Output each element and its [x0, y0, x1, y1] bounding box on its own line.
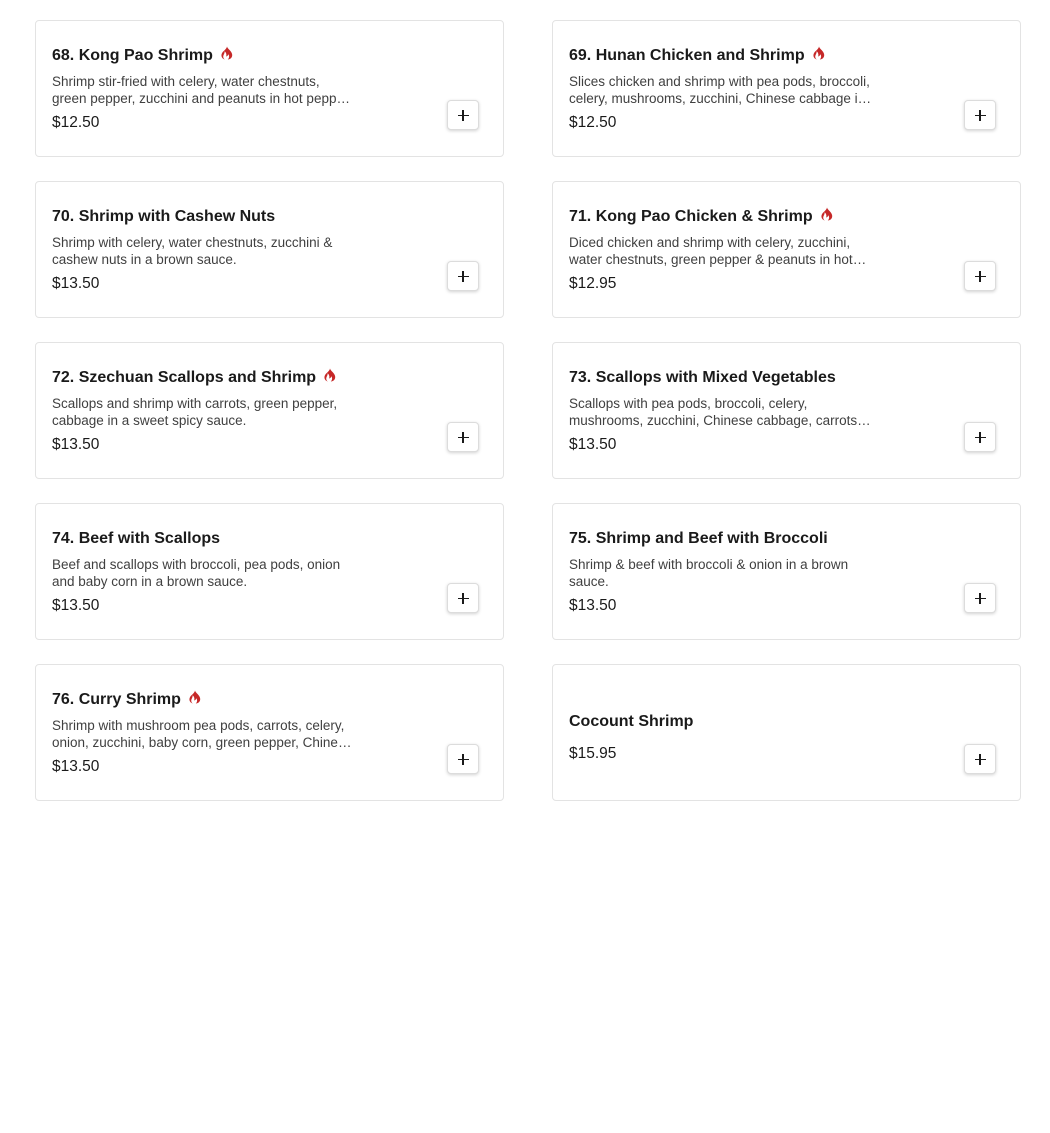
menu-item-info: [569, 367, 874, 463]
menu-item-card[interactable]: [35, 503, 504, 640]
plus-icon: [458, 754, 469, 765]
add-item-button[interactable]: [447, 744, 479, 774]
plus-icon: [975, 754, 986, 765]
menu-item-card[interactable]: [35, 664, 504, 801]
menu-item-title-row: [569, 206, 874, 228]
menu-item-price: $13.50: [52, 275, 100, 292]
menu-item-price: $12.95: [569, 275, 617, 292]
menu-item-title-row: [52, 45, 357, 67]
menu-item-title-row: [569, 367, 874, 389]
flame-icon: [813, 46, 825, 60]
menu-item-description: Beef and scallops with broccoli, pea pods, onion and baby corn in a brown sauce.: [52, 557, 341, 589]
menu-item-info: [52, 528, 357, 624]
add-item-button[interactable]: [964, 100, 996, 130]
menu-item-price: $13.50: [52, 436, 100, 453]
menu-item-title: 70. Shrimp with Cashew Nuts: [52, 208, 276, 225]
menu-item-description: Shrimp with celery, water chestnuts, zucchini & cashew nuts in a brown sauce.: [52, 235, 333, 267]
menu-item-title: Cocount Shrimp: [569, 713, 694, 730]
menu-item-info: [569, 45, 874, 141]
menu-item-title-row: [52, 528, 357, 550]
menu-item-title-row: [569, 528, 874, 550]
plus-icon: [975, 110, 986, 121]
menu-item-description: Shrimp stir-fried with celery, water chestnuts, green pepper, zucchini and peanuts in hot pepper: [52, 74, 349, 106]
add-item-button[interactable]: [447, 583, 479, 613]
plus-icon: [458, 110, 469, 121]
flame-icon: [821, 207, 833, 221]
menu-item-title: 72. Szechuan Scallops and Shrimp: [52, 369, 317, 386]
flame-icon: [324, 368, 336, 382]
menu-item-title: 75. Shrimp and Beef with Broccoli: [569, 530, 828, 547]
menu-item-description: Shrimp with mushroom pea pods, carrots, celery, onion, zucchini, baby corn, green pepper, Chinese: [52, 718, 353, 750]
menu-item-info: [52, 206, 357, 302]
menu-item-description: Shrimp & beef with broccoli & onion in a brown sauce.: [569, 557, 849, 589]
add-item-button[interactable]: [964, 261, 996, 291]
plus-icon: [975, 593, 986, 604]
add-item-button[interactable]: [447, 422, 479, 452]
menu-item-card[interactable]: [552, 20, 1021, 157]
menu-item-info: [569, 528, 874, 624]
menu-item-card[interactable]: [35, 342, 504, 479]
plus-icon: [458, 593, 469, 604]
plus-icon: [975, 271, 986, 282]
menu-item-title: 71. Kong Pao Chicken & Shrimp: [569, 208, 813, 225]
flame-icon: [189, 690, 201, 704]
menu-item-title-row: [52, 206, 357, 228]
add-item-button[interactable]: [447, 100, 479, 130]
menu-items-grid: [35, 20, 1021, 801]
menu-item-title: 76. Curry Shrimp: [52, 691, 181, 708]
menu-item-info: [52, 45, 357, 141]
menu-item-price: $13.50: [52, 758, 100, 775]
menu-item-title: 68. Kong Pao Shrimp: [52, 47, 213, 64]
menu-item-description: Scallops and shrimp with carrots, green pepper, cabbage in a sweet spicy sauce.: [52, 396, 338, 428]
menu-item-title-row: [52, 689, 357, 711]
menu-item-price: $13.50: [52, 597, 100, 614]
menu-item-card[interactable]: [35, 181, 504, 318]
menu-item-title-row: [52, 367, 357, 389]
add-item-button[interactable]: [447, 261, 479, 291]
menu-item-title: 69. Hunan Chicken and Shrimp: [569, 47, 805, 64]
menu-item-card[interactable]: [552, 664, 1021, 801]
menu-item-info: [52, 689, 357, 785]
menu-item-card[interactable]: [552, 503, 1021, 640]
menu-item-card[interactable]: [35, 20, 504, 157]
menu-item-price: $12.50: [569, 114, 617, 131]
menu-item-info: [52, 367, 357, 463]
menu-item-card[interactable]: [552, 181, 1021, 318]
menu-item-price: $12.50: [52, 114, 100, 131]
add-item-button[interactable]: [964, 583, 996, 613]
plus-icon: [458, 432, 469, 443]
menu-item-price: $13.50: [569, 597, 617, 614]
menu-item-title: 74. Beef with Scallops: [52, 530, 221, 547]
menu-item-card[interactable]: [552, 342, 1021, 479]
menu-item-title-row: [569, 711, 874, 733]
add-item-button[interactable]: [964, 422, 996, 452]
menu-item-description: Scallops with pea pods, broccoli, celery, mushrooms, zucchini, Chinese cabbage, carrots in: [569, 396, 872, 428]
menu-item-price: $15.95: [569, 745, 617, 762]
menu-item-title-row: [569, 45, 874, 67]
flame-icon: [221, 46, 233, 60]
plus-icon: [458, 271, 469, 282]
menu-item-info: [569, 689, 874, 785]
menu-item-info: [569, 206, 874, 302]
plus-icon: [975, 432, 986, 443]
add-item-button[interactable]: [964, 744, 996, 774]
menu-item-title: 73. Scallops with Mixed Vegetables: [569, 369, 836, 386]
menu-item-description: Slices chicken and shrimp with pea pods, broccoli, celery, mushrooms, zucchini, Chinese cabbage in: [569, 74, 870, 106]
menu-item-price: $13.50: [569, 436, 617, 453]
menu-item-description: Diced chicken and shrimp with celery, zucchini, water chestnuts, green pepper & peanuts in hot: [569, 235, 853, 267]
